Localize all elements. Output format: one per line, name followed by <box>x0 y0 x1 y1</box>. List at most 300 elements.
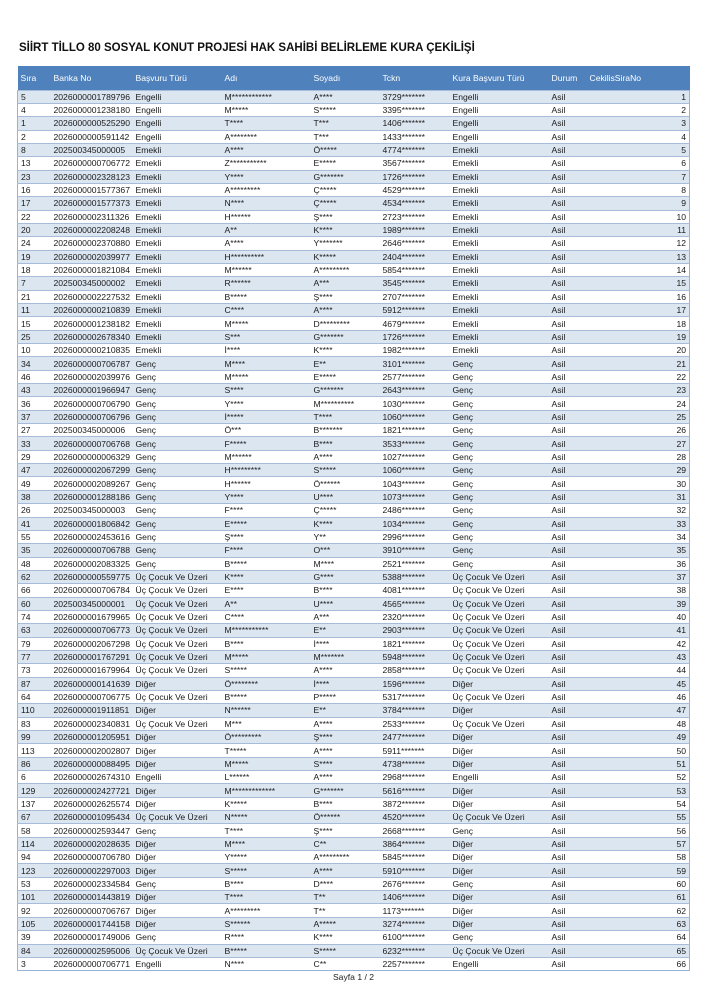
cell-soyadi: A**** <box>311 304 380 317</box>
cell-cekilis-sira-no: 14 <box>587 263 690 276</box>
cell-banka-no: 2026000001095434 <box>51 811 133 824</box>
cell-tckn: 3395******* <box>380 103 450 116</box>
cell-durum: Asil <box>549 917 587 930</box>
cell-tckn: 1173******* <box>380 904 450 917</box>
cell-sira: 10 <box>18 344 51 357</box>
cell-kura-basvuru-turu: Diğer <box>450 784 549 797</box>
cell-banka-no: 2026000001577367 <box>51 183 133 196</box>
cell-soyadi: D********* <box>311 317 380 330</box>
cell-soyadi: S***** <box>311 944 380 957</box>
cell-banka-no: 2026000001205951 <box>51 731 133 744</box>
table-row <box>18 664 690 677</box>
cell-durum: Asil <box>549 157 587 170</box>
cell-tckn: 5317******* <box>380 690 450 703</box>
cell-tckn: 1433******* <box>380 130 450 143</box>
cell-sira: 101 <box>18 891 51 904</box>
cell-durum: Asil <box>549 650 587 663</box>
cell-tckn: 3910******* <box>380 544 450 557</box>
cell-cekilis-sira-no: 66 <box>587 957 690 970</box>
cell-banka-no: 2026000002674310 <box>51 771 133 784</box>
cell-sira: 21 <box>18 290 51 303</box>
cell-sira: 19 <box>18 250 51 263</box>
cell-durum: Asil <box>549 597 587 610</box>
cell-soyadi: M********** <box>311 397 380 410</box>
cell-kura-basvuru-turu: Emekli <box>450 197 549 210</box>
cell-durum: Asil <box>549 130 587 143</box>
cell-banka-no: 2026000000210839 <box>51 304 133 317</box>
cell-cekilis-sira-no: 11 <box>587 223 690 236</box>
cell-basvuru-turu: Üç Çocuk Ve Üzeri <box>133 610 222 623</box>
table-row <box>18 130 690 143</box>
cell-tckn: 3872******* <box>380 797 450 810</box>
cell-tckn: 2646******* <box>380 237 450 250</box>
cell-kura-basvuru-turu: Diğer <box>450 704 549 717</box>
cell-banka-no: 2026000000559775 <box>51 570 133 583</box>
cell-tckn: 2643******* <box>380 384 450 397</box>
cell-soyadi: P***** <box>311 690 380 703</box>
cell-cekilis-sira-no: 21 <box>587 357 690 370</box>
cell-soyadi: K**** <box>311 223 380 236</box>
cell-cekilis-sira-no: 16 <box>587 290 690 303</box>
cell-kura-basvuru-turu: Üç Çocuk Ve Üzeri <box>450 811 549 824</box>
table-row <box>18 517 690 530</box>
cell-durum: Asil <box>549 317 587 330</box>
table-row <box>18 771 690 784</box>
cell-adi: F**** <box>222 504 311 517</box>
cell-tckn: 1982******* <box>380 344 450 357</box>
cell-sira: 123 <box>18 864 51 877</box>
cell-banka-no: 2026000001577373 <box>51 197 133 210</box>
cell-basvuru-turu: Genç <box>133 557 222 570</box>
cell-cekilis-sira-no: 7 <box>587 170 690 183</box>
cell-kura-basvuru-turu: Genç <box>450 504 549 517</box>
cell-soyadi: O*** <box>311 544 380 557</box>
cell-durum: Asil <box>549 450 587 463</box>
cell-sira: 17 <box>18 197 51 210</box>
cell-basvuru-turu: Genç <box>133 437 222 450</box>
cell-basvuru-turu: Emekli <box>133 170 222 183</box>
cell-sira: 5 <box>18 90 51 103</box>
cell-kura-basvuru-turu: Engelli <box>450 130 549 143</box>
cell-basvuru-turu: Engelli <box>133 130 222 143</box>
cell-tckn: 2668******* <box>380 824 450 837</box>
cell-basvuru-turu: Üç Çocuk Ve Üzeri <box>133 664 222 677</box>
cell-tckn: 5910******* <box>380 864 450 877</box>
cell-soyadi: Ş**** <box>311 210 380 223</box>
cell-sira: 3 <box>18 957 51 970</box>
cell-kura-basvuru-turu: Genç <box>450 410 549 423</box>
cell-tckn: 2486******* <box>380 504 450 517</box>
cell-durum: Asil <box>549 904 587 917</box>
cell-basvuru-turu: Genç <box>133 544 222 557</box>
cell-adi: R****** <box>222 277 311 290</box>
cell-kura-basvuru-turu: Diğer <box>450 757 549 770</box>
cell-cekilis-sira-no: 51 <box>587 757 690 770</box>
cell-basvuru-turu: Üç Çocuk Ve Üzeri <box>133 570 222 583</box>
cell-soyadi: Y** <box>311 530 380 543</box>
cell-banka-no: 202500345000006 <box>51 424 133 437</box>
cell-sira: 87 <box>18 677 51 690</box>
cell-cekilis-sira-no: 2 <box>587 103 690 116</box>
cell-soyadi: S***** <box>311 103 380 116</box>
cell-basvuru-turu: Emekli <box>133 183 222 196</box>
cell-banka-no: 2026000002039976 <box>51 370 133 383</box>
cell-soyadi: Ö****** <box>311 811 380 824</box>
cell-kura-basvuru-turu: Genç <box>450 424 549 437</box>
cell-kura-basvuru-turu: Genç <box>450 557 549 570</box>
cell-kura-basvuru-turu: Diğer <box>450 891 549 904</box>
cell-basvuru-turu: Genç <box>133 370 222 383</box>
cell-sira: 24 <box>18 237 51 250</box>
table-row <box>18 197 690 210</box>
cell-kura-basvuru-turu: Üç Çocuk Ve Üzeri <box>450 717 549 730</box>
cell-durum: Asil <box>549 757 587 770</box>
cell-durum: Asil <box>549 517 587 530</box>
table-row <box>18 90 690 103</box>
cell-durum: Asil <box>549 223 587 236</box>
cell-tckn: 2858******* <box>380 664 450 677</box>
cell-adi: H********** <box>222 250 311 263</box>
cell-basvuru-turu: Genç <box>133 397 222 410</box>
cell-cekilis-sira-no: 5 <box>587 143 690 156</box>
cell-adi: B***** <box>222 290 311 303</box>
cell-tckn: 2521******* <box>380 557 450 570</box>
cell-cekilis-sira-no: 41 <box>587 624 690 637</box>
cell-soyadi: T** <box>311 891 380 904</box>
cell-adi: T**** <box>222 824 311 837</box>
cell-durum: Asil <box>549 370 587 383</box>
table-row <box>18 610 690 623</box>
cell-basvuru-turu: Genç <box>133 384 222 397</box>
table-row <box>18 731 690 744</box>
cell-basvuru-turu: Engelli <box>133 103 222 116</box>
cell-basvuru-turu: Diğer <box>133 757 222 770</box>
cell-sira: 83 <box>18 717 51 730</box>
cell-banka-no: 2026000002340831 <box>51 717 133 730</box>
cell-banka-no: 2026000000706788 <box>51 544 133 557</box>
cell-kura-basvuru-turu: Genç <box>450 357 549 370</box>
cell-tckn: 1821******* <box>380 637 450 650</box>
cell-durum: Asil <box>549 250 587 263</box>
cell-tckn: 6100******* <box>380 931 450 944</box>
cell-durum: Asil <box>549 664 587 677</box>
cell-tckn: 2903******* <box>380 624 450 637</box>
cell-soyadi: Ş**** <box>311 290 380 303</box>
cell-soyadi: İ**** <box>311 677 380 690</box>
cell-adi: B***** <box>222 944 311 957</box>
cell-banka-no: 2026000000706772 <box>51 157 133 170</box>
table-row <box>18 784 690 797</box>
cell-cekilis-sira-no: 44 <box>587 664 690 677</box>
cell-adi: R**** <box>222 931 311 944</box>
cell-soyadi: D**** <box>311 877 380 890</box>
cell-tckn: 2257******* <box>380 957 450 970</box>
cell-basvuru-turu: Diğer <box>133 744 222 757</box>
cell-tckn: 1821******* <box>380 424 450 437</box>
cell-basvuru-turu: Diğer <box>133 797 222 810</box>
cell-tckn: 1726******* <box>380 330 450 343</box>
cell-cekilis-sira-no: 32 <box>587 504 690 517</box>
cell-banka-no: 2026000001966947 <box>51 384 133 397</box>
cell-durum: Asil <box>549 90 587 103</box>
cell-cekilis-sira-no: 49 <box>587 731 690 744</box>
table-row <box>18 690 690 703</box>
table-row <box>18 931 690 944</box>
cell-banka-no: 2026000001749006 <box>51 931 133 944</box>
cell-sira: 92 <box>18 904 51 917</box>
cell-banka-no: 2026000001443819 <box>51 891 133 904</box>
cell-sira: 60 <box>18 597 51 610</box>
cell-tckn: 5854******* <box>380 263 450 276</box>
cell-basvuru-turu: Emekli <box>133 330 222 343</box>
table-row <box>18 237 690 250</box>
cell-banka-no: 2026000002595006 <box>51 944 133 957</box>
cell-adi: A********* <box>222 904 311 917</box>
cell-cekilis-sira-no: 6 <box>587 157 690 170</box>
cell-banka-no: 2026000002089267 <box>51 477 133 490</box>
cell-tckn: 2320******* <box>380 610 450 623</box>
cell-cekilis-sira-no: 17 <box>587 304 690 317</box>
cell-basvuru-turu: Genç <box>133 464 222 477</box>
cell-basvuru-turu: Üç Çocuk Ve Üzeri <box>133 637 222 650</box>
table-row <box>18 223 690 236</box>
cell-cekilis-sira-no: 39 <box>587 597 690 610</box>
cell-banka-no: 2026000001238180 <box>51 103 133 116</box>
cell-soyadi: A**** <box>311 664 380 677</box>
cell-cekilis-sira-no: 4 <box>587 130 690 143</box>
cell-sira: 114 <box>18 837 51 850</box>
cell-kura-basvuru-turu: Genç <box>450 450 549 463</box>
cell-kura-basvuru-turu: Genç <box>450 544 549 557</box>
cell-durum: Asil <box>549 170 587 183</box>
cell-durum: Asil <box>549 891 587 904</box>
table-row <box>18 357 690 370</box>
page-number: Sayfa 1 / 2 <box>332 972 375 982</box>
cell-cekilis-sira-no: 54 <box>587 797 690 810</box>
cell-banka-no: 2026000002453616 <box>51 530 133 543</box>
cell-sira: 2 <box>18 130 51 143</box>
cell-cekilis-sira-no: 10 <box>587 210 690 223</box>
cell-sira: 38 <box>18 490 51 503</box>
cell-kura-basvuru-turu: Üç Çocuk Ve Üzeri <box>450 584 549 597</box>
cell-soyadi: M**** <box>311 557 380 570</box>
cell-kura-basvuru-turu: Diğer <box>450 744 549 757</box>
cell-tckn: 1034******* <box>380 517 450 530</box>
cell-cekilis-sira-no: 9 <box>587 197 690 210</box>
cell-tckn: 3545******* <box>380 277 450 290</box>
cell-cekilis-sira-no: 34 <box>587 530 690 543</box>
cell-cekilis-sira-no: 53 <box>587 784 690 797</box>
cell-cekilis-sira-no: 31 <box>587 490 690 503</box>
cell-cekilis-sira-no: 61 <box>587 891 690 904</box>
cell-durum: Asil <box>549 717 587 730</box>
cell-kura-basvuru-turu: Genç <box>450 490 549 503</box>
cell-soyadi: E** <box>311 624 380 637</box>
table-row <box>18 424 690 437</box>
cell-sira: 16 <box>18 183 51 196</box>
cell-banka-no: 2026000001767291 <box>51 650 133 663</box>
cell-kura-basvuru-turu: Engelli <box>450 957 549 970</box>
table-row <box>18 584 690 597</box>
cell-kura-basvuru-turu: Emekli <box>450 330 549 343</box>
cell-soyadi: Y******* <box>311 237 380 250</box>
cell-adi: H********* <box>222 464 311 477</box>
cell-sira: 77 <box>18 650 51 663</box>
cell-banka-no: 2026000002328123 <box>51 170 133 183</box>
cell-cekilis-sira-no: 13 <box>587 250 690 263</box>
cell-adi: Ö******** <box>222 677 311 690</box>
cell-sira: 63 <box>18 624 51 637</box>
cell-kura-basvuru-turu: Emekli <box>450 237 549 250</box>
cell-durum: Asil <box>549 490 587 503</box>
table-row <box>18 450 690 463</box>
cell-adi: A**** <box>222 237 311 250</box>
cell-banka-no: 2026000002039977 <box>51 250 133 263</box>
cell-kura-basvuru-turu: Diğer <box>450 797 549 810</box>
cell-durum: Asil <box>549 117 587 130</box>
cell-kura-basvuru-turu: Üç Çocuk Ve Üzeri <box>450 664 549 677</box>
cell-sira: 6 <box>18 771 51 784</box>
cell-soyadi: A**** <box>311 90 380 103</box>
cell-adi: Ö*** <box>222 424 311 437</box>
cell-kura-basvuru-turu: Diğer <box>450 851 549 864</box>
cell-durum: Asil <box>549 744 587 757</box>
cell-kura-basvuru-turu: Engelli <box>450 103 549 116</box>
table-row <box>18 851 690 864</box>
cell-banka-no: 2026000000706767 <box>51 904 133 917</box>
table-row <box>18 317 690 330</box>
cell-tckn: 3864******* <box>380 837 450 850</box>
cell-sira: 58 <box>18 824 51 837</box>
cell-banka-no: 202500345000003 <box>51 504 133 517</box>
cell-basvuru-turu: Üç Çocuk Ve Üzeri <box>133 717 222 730</box>
cell-banka-no: 2026000002625574 <box>51 797 133 810</box>
cell-sira: 105 <box>18 917 51 930</box>
table-row <box>18 530 690 543</box>
cell-adi: K**** <box>222 570 311 583</box>
cell-durum: Asil <box>549 437 587 450</box>
cell-tckn: 1726******* <box>380 170 450 183</box>
cell-tckn: 2404******* <box>380 250 450 263</box>
cell-durum: Asil <box>549 477 587 490</box>
cell-soyadi: G**** <box>311 570 380 583</box>
cell-adi: Y**** <box>222 397 311 410</box>
cell-soyadi: A********* <box>311 851 380 864</box>
cell-sira: 99 <box>18 731 51 744</box>
cell-kura-basvuru-turu: Üç Çocuk Ve Üzeri <box>450 624 549 637</box>
cell-sira: 43 <box>18 384 51 397</box>
cell-tckn: 4534******* <box>380 197 450 210</box>
cell-soyadi: T**** <box>311 410 380 423</box>
cell-soyadi: U**** <box>311 490 380 503</box>
cell-adi: K***** <box>222 797 311 810</box>
cell-banka-no: 2026000002593447 <box>51 824 133 837</box>
cell-adi: M**** <box>222 837 311 850</box>
cell-basvuru-turu: Genç <box>133 530 222 543</box>
cell-banka-no: 2026000001238182 <box>51 317 133 330</box>
cell-adi: İ**** <box>222 344 311 357</box>
cell-sira: 67 <box>18 811 51 824</box>
cell-tckn: 5845******* <box>380 851 450 864</box>
table-row <box>18 797 690 810</box>
cell-sira: 27 <box>18 424 51 437</box>
cell-kura-basvuru-turu: Emekli <box>450 344 549 357</box>
cell-soyadi: K**** <box>311 517 380 530</box>
table-row <box>18 384 690 397</box>
cell-soyadi: A**** <box>311 864 380 877</box>
cell-kura-basvuru-turu: Engelli <box>450 771 549 784</box>
cell-adi: Z*********** <box>222 157 311 170</box>
cell-soyadi: C** <box>311 957 380 970</box>
table-row <box>18 157 690 170</box>
cell-soyadi: Ç***** <box>311 197 380 210</box>
column-header-soyadi: Soyadı <box>313 72 341 83</box>
cell-basvuru-turu: Emekli <box>133 223 222 236</box>
cell-sira: 7 <box>18 277 51 290</box>
cell-durum: Asil <box>549 103 587 116</box>
cell-cekilis-sira-no: 56 <box>587 824 690 837</box>
cell-basvuru-turu: Genç <box>133 477 222 490</box>
cell-sira: 23 <box>18 170 51 183</box>
cell-durum: Asil <box>549 424 587 437</box>
cell-tckn: 2676******* <box>380 877 450 890</box>
cell-durum: Asil <box>549 197 587 210</box>
cell-cekilis-sira-no: 40 <box>587 610 690 623</box>
cell-sira: 8 <box>18 143 51 156</box>
cell-banka-no: 2026000002067298 <box>51 637 133 650</box>
cell-basvuru-turu: Emekli <box>133 344 222 357</box>
table-row <box>18 143 690 156</box>
column-header-tckn: Tckn <box>382 72 401 83</box>
cell-banka-no: 2026000000706780 <box>51 851 133 864</box>
cell-kura-basvuru-turu: Emekli <box>450 157 549 170</box>
cell-basvuru-turu: Üç Çocuk Ve Üzeri <box>133 650 222 663</box>
table-row <box>18 717 690 730</box>
cell-banka-no: 2026000000525290 <box>51 117 133 130</box>
cell-basvuru-turu: Genç <box>133 490 222 503</box>
cell-tckn: 3533******* <box>380 437 450 450</box>
cell-kura-basvuru-turu: Emekli <box>450 317 549 330</box>
cell-sira: 4 <box>18 103 51 116</box>
cell-sira: 18 <box>18 263 51 276</box>
cell-cekilis-sira-no: 47 <box>587 704 690 717</box>
cell-basvuru-turu: Üç Çocuk Ve Üzeri <box>133 944 222 957</box>
cell-kura-basvuru-turu: Üç Çocuk Ve Üzeri <box>450 597 549 610</box>
cell-banka-no: 2026000001288186 <box>51 490 133 503</box>
cell-adi: E***** <box>222 517 311 530</box>
table-row <box>18 744 690 757</box>
cell-kura-basvuru-turu: Diğer <box>450 731 549 744</box>
document-title: SİİRT TİLLO 80 SOSYAL KONUT PROJESİ HAK SAHİBİ BELİRLEME KURA ÇEKİLİŞİ <box>19 42 475 54</box>
cell-soyadi: Ş**** <box>311 824 380 837</box>
cell-banka-no: 2026000000141639 <box>51 677 133 690</box>
table-row <box>18 544 690 557</box>
cell-tckn: 2707******* <box>380 290 450 303</box>
cell-sira: 41 <box>18 517 51 530</box>
cell-adi: T**** <box>222 891 311 904</box>
cell-banka-no: 2026000000706771 <box>51 957 133 970</box>
table-row <box>18 290 690 303</box>
cell-tckn: 3784******* <box>380 704 450 717</box>
cell-soyadi: S**** <box>311 757 380 770</box>
cell-adi: A** <box>222 223 311 236</box>
cell-soyadi: T*** <box>311 117 380 130</box>
cell-soyadi: B**** <box>311 797 380 810</box>
cell-durum: Asil <box>549 344 587 357</box>
table-row <box>18 464 690 477</box>
cell-sira: 48 <box>18 557 51 570</box>
cell-cekilis-sira-no: 45 <box>587 677 690 690</box>
